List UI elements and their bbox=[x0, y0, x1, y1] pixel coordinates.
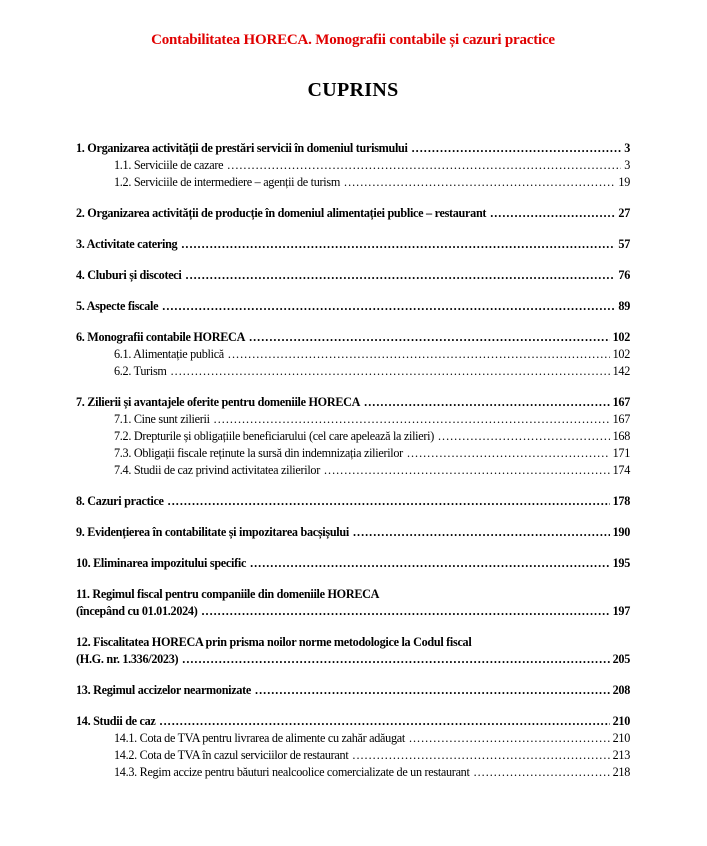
toc-entry-line bbox=[114, 157, 630, 174]
toc-leader-dots bbox=[171, 363, 610, 380]
toc-entry bbox=[76, 764, 630, 781]
toc-entry bbox=[76, 555, 630, 572]
toc-leader-dots bbox=[249, 329, 610, 346]
toc-entry-line bbox=[114, 764, 630, 781]
toc-leader-dots bbox=[186, 267, 616, 284]
toc-page-number: 89 bbox=[618, 299, 630, 313]
toc-entry-label: 4. Cluburi și discoteci bbox=[76, 268, 182, 282]
toc-entry-label: 7.3. Obligații fiscale reținute la sursă din indemnizația zilierilor bbox=[114, 446, 403, 460]
toc-entry-label: 14.3. Regim accize pentru băuturi nealcoolice comercializate de un restaurant bbox=[114, 765, 470, 779]
toc-entry-line bbox=[76, 651, 630, 668]
toc-entry-label: (începând cu 01.01.2024) bbox=[76, 604, 198, 618]
toc-entry-line bbox=[76, 493, 630, 510]
toc-entry-line bbox=[76, 205, 630, 222]
toc-leader-dots bbox=[412, 140, 622, 157]
toc-entry-line bbox=[114, 747, 630, 764]
toc-page-number: 76 bbox=[618, 268, 630, 282]
toc-entry bbox=[76, 329, 630, 346]
toc-entry-label: 3. Activitate catering bbox=[76, 237, 178, 251]
toc-entry-line bbox=[76, 394, 630, 411]
toc-entry-label: (H.G. nr. 1.336/2023) bbox=[76, 652, 179, 666]
toc-leader-dots bbox=[160, 713, 610, 730]
toc-entry-line bbox=[76, 586, 630, 603]
toc-leader-dots bbox=[474, 764, 610, 781]
toc-leader-dots bbox=[438, 428, 610, 445]
toc-entry-label: 7. Zilierii și avantajele oferite pentru domeniile HORECA bbox=[76, 395, 361, 409]
toc-leader-dots bbox=[182, 651, 609, 668]
toc-page-number: 167 bbox=[612, 412, 630, 426]
toc-entry-line bbox=[76, 682, 630, 699]
toc-entry-label: 12. Fiscalitatea HORECA prin prisma noilor norme metodologice la Codul fiscal bbox=[76, 635, 472, 649]
toc-leader-dots bbox=[181, 236, 615, 253]
toc-entry bbox=[76, 140, 630, 157]
toc-entry bbox=[76, 205, 630, 222]
toc-entry-label: 5. Aspecte fiscale bbox=[76, 299, 159, 313]
toc-entry bbox=[76, 267, 630, 284]
toc-page-number: 3 bbox=[624, 158, 630, 172]
toc-entry bbox=[76, 428, 630, 445]
toc-entry-label: 14.2. Cota de TVA în cazul serviciilor de restaurant bbox=[114, 748, 349, 762]
toc-page-number: 197 bbox=[612, 604, 630, 618]
toc-entry-label: 6.1. Alimentație publică bbox=[114, 347, 224, 361]
toc-entry-line bbox=[114, 428, 630, 445]
toc-entry bbox=[76, 298, 630, 315]
toc-entry-label: 14.1. Cota de TVA pentru livrarea de alimente cu zahăr adăugat bbox=[114, 731, 405, 745]
toc-entry bbox=[76, 346, 630, 363]
toc-page-number: 168 bbox=[612, 429, 630, 443]
toc-entry-label: 9. Evidențierea în contabilitate și impozitarea bacșișului bbox=[76, 525, 349, 539]
toc-entry-line bbox=[114, 730, 630, 747]
toc-entry-line bbox=[114, 445, 630, 462]
toc-leader-dots bbox=[344, 174, 615, 191]
toc-entry bbox=[76, 493, 630, 510]
toc-entry bbox=[76, 411, 630, 428]
toc-entry bbox=[76, 682, 630, 699]
toc-leader-dots bbox=[364, 394, 609, 411]
toc-page-number: 102 bbox=[612, 330, 630, 344]
toc-entry bbox=[76, 394, 630, 411]
toc-leader-dots bbox=[201, 603, 609, 620]
toc-entry-label: 8. Cazuri practice bbox=[76, 494, 164, 508]
toc-page-number: 167 bbox=[612, 395, 630, 409]
toc-entry-line bbox=[114, 462, 630, 479]
toc-entry bbox=[76, 445, 630, 462]
toc-heading: CUPRINS bbox=[307, 79, 399, 101]
toc-page-number: 210 bbox=[612, 714, 630, 728]
toc-entry-line bbox=[76, 140, 630, 157]
toc-entry-label: 13. Regimul accizelor nearmonizate bbox=[76, 683, 252, 697]
toc-leader-dots bbox=[227, 157, 621, 174]
toc-entry bbox=[76, 730, 630, 747]
toc-entry bbox=[76, 586, 630, 620]
toc-page-number: 102 bbox=[612, 347, 630, 361]
toc-entry-label: 7.1. Cine sunt zilierii bbox=[114, 412, 210, 426]
toc-page-number: 210 bbox=[612, 731, 630, 745]
toc-page-number: 3 bbox=[624, 141, 630, 155]
toc-entry-label: 6. Monografii contabile HORECA bbox=[76, 330, 246, 344]
toc-entry-label: 6.2. Turism bbox=[114, 364, 167, 378]
toc-entry bbox=[76, 157, 630, 174]
document-title: Contabilitatea HORECA. Monografii contabile și cazuri practice bbox=[151, 32, 555, 48]
toc-entry bbox=[76, 747, 630, 764]
toc-entry-line bbox=[114, 174, 630, 191]
table-of-contents bbox=[76, 140, 630, 781]
toc-leader-dots bbox=[324, 462, 610, 479]
toc-entry-label: 10. Eliminarea impozitului specific bbox=[76, 556, 247, 570]
toc-entry-line bbox=[76, 634, 630, 651]
toc-entry-label: 1. Organizarea activității de prestări servicii în domeniul turismului bbox=[76, 141, 408, 155]
toc-leader-dots bbox=[490, 205, 615, 222]
toc-entry bbox=[76, 634, 630, 668]
toc-entry-line bbox=[76, 236, 630, 253]
toc-entry-label: 7.4. Studii de caz privind activitatea zilierilor bbox=[114, 463, 320, 477]
toc-leader-dots bbox=[250, 555, 610, 572]
toc-page-number: 190 bbox=[612, 525, 630, 539]
toc-entry-label: 11. Regimul fiscal pentru companiile din domeniile HORECA bbox=[76, 587, 380, 601]
toc-leader-dots bbox=[255, 682, 610, 699]
toc-entry-line bbox=[76, 713, 630, 730]
toc-page-number: 208 bbox=[612, 683, 630, 697]
toc-page-number: 142 bbox=[612, 364, 630, 378]
toc-entry-line bbox=[76, 298, 630, 315]
toc-entry-label: 1.1. Serviciile de cazare bbox=[114, 158, 224, 172]
toc-entry bbox=[76, 363, 630, 380]
toc-page-number: 195 bbox=[612, 556, 630, 570]
toc-entry-label: 14. Studii de caz bbox=[76, 714, 156, 728]
toc-leader-dots bbox=[168, 493, 610, 510]
toc-entry-line bbox=[114, 346, 630, 363]
toc-entry-line bbox=[76, 524, 630, 541]
toc-entry bbox=[76, 462, 630, 479]
toc-leader-dots bbox=[228, 346, 610, 363]
toc-entry-label: 7.2. Drepturile și obligațiile beneficiarului (cel care apelează la zilieri) bbox=[114, 429, 434, 443]
toc-page-number: 174 bbox=[612, 463, 630, 477]
toc-entry-line bbox=[76, 267, 630, 284]
toc-page-number: 171 bbox=[612, 446, 630, 460]
toc-entry bbox=[76, 713, 630, 730]
toc-leader-dots bbox=[352, 747, 609, 764]
toc-leader-dots bbox=[353, 524, 610, 541]
toc-leader-dots bbox=[214, 411, 610, 428]
toc-entry-line bbox=[76, 329, 630, 346]
toc-entry bbox=[76, 524, 630, 541]
toc-leader-dots bbox=[407, 445, 610, 462]
toc-entry-line bbox=[114, 411, 630, 428]
toc-leader-dots bbox=[409, 730, 610, 747]
toc-page-number: 213 bbox=[612, 748, 630, 762]
toc-page-number: 205 bbox=[612, 652, 630, 666]
toc-entry-label: 2. Organizarea activității de producție în domeniul alimentației publice – restaurant bbox=[76, 206, 487, 220]
toc-entry-line bbox=[76, 555, 630, 572]
toc-page-number: 218 bbox=[612, 765, 630, 779]
toc-entry bbox=[76, 174, 630, 191]
toc-entry bbox=[76, 236, 630, 253]
toc-page-number: 57 bbox=[618, 237, 630, 251]
toc-entry-line bbox=[76, 603, 630, 620]
toc-leader-dots bbox=[162, 298, 615, 315]
toc-page-number: 27 bbox=[618, 206, 630, 220]
toc-page-number: 19 bbox=[618, 175, 630, 189]
toc-entry-label: 1.2. Serviciile de intermediere – agenții de turism bbox=[114, 175, 341, 189]
toc-page-number: 178 bbox=[612, 494, 630, 508]
toc-entry-line bbox=[114, 363, 630, 380]
